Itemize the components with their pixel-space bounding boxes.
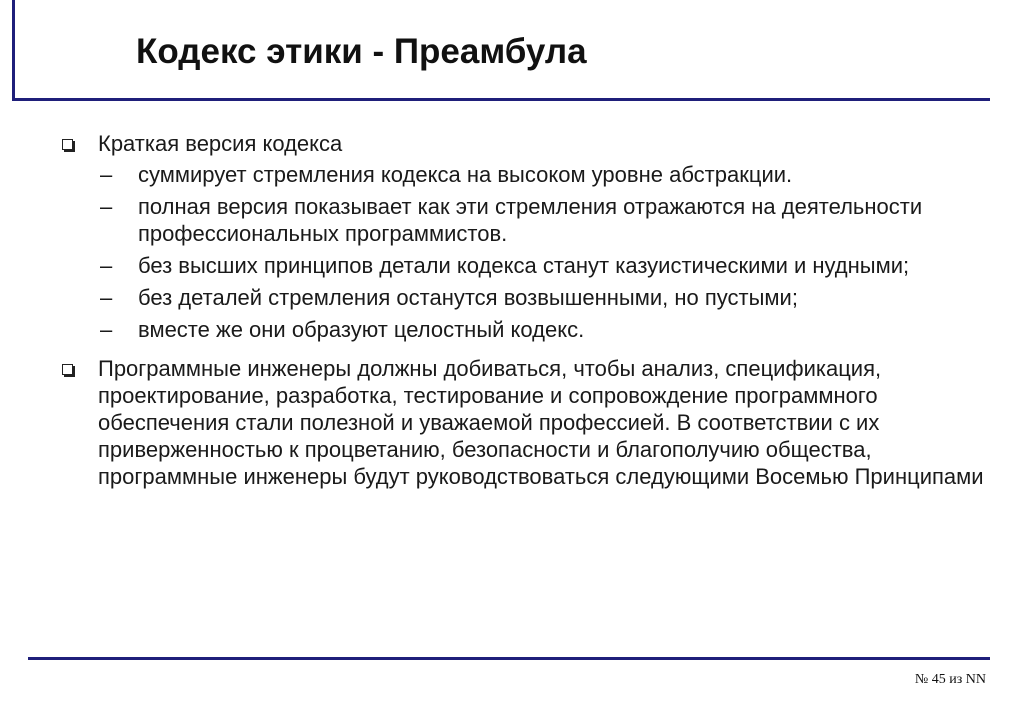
sub-item bbox=[98, 161, 990, 188]
slide-content bbox=[60, 130, 990, 490]
hollow-square-icon bbox=[62, 139, 73, 150]
sub-item bbox=[98, 316, 990, 343]
dash-icon: – bbox=[100, 317, 113, 342]
sub-item bbox=[98, 193, 990, 247]
bullet-item bbox=[60, 355, 990, 490]
dash-icon: – bbox=[100, 285, 113, 310]
sub-item-text: без высших принципов детали кодекса станут казуистическими и нудными; bbox=[138, 253, 910, 278]
dash-icon: – bbox=[100, 194, 113, 219]
dash-icon: – bbox=[100, 162, 113, 187]
sub-item-text: полная версия показывает как эти стремления отражаются на деятельности профессиональных программистов. bbox=[138, 194, 923, 246]
bullet-text: Программные инженеры должны добиваться, чтобы анализ, спецификация, проектирование, разработка, тестирование и сопровождение программного обеспечения стали полезной и уважаемой профессией. В соответствии с их приверженностью к процветанию, безопасности и благополучию общества, программные инженеры будут руководствоваться следующими Восемью Принципами bbox=[98, 356, 984, 489]
page-number: № 45 из NN bbox=[914, 672, 986, 687]
sub-item bbox=[98, 252, 990, 279]
slide-title: Кодекс этики - Преамбула bbox=[136, 32, 587, 71]
dash-icon: – bbox=[100, 253, 113, 278]
frame-left-rule bbox=[12, 0, 15, 100]
bullet-text: Краткая версия кодекса bbox=[98, 131, 343, 156]
title-underline-rule bbox=[12, 98, 990, 101]
sub-item-text: без деталей стремления останутся возвышенными, но пустыми; bbox=[138, 285, 798, 310]
hollow-square-icon bbox=[62, 364, 73, 375]
footer-rule bbox=[28, 657, 990, 660]
sub-list bbox=[98, 161, 990, 343]
sub-item-text: вместе же они образуют целостный кодекс. bbox=[138, 317, 585, 342]
sub-item bbox=[98, 284, 990, 311]
sub-item-text: суммирует стремления кодекса на высоком уровне абстракции. bbox=[138, 162, 793, 187]
bullet-item bbox=[60, 130, 990, 343]
